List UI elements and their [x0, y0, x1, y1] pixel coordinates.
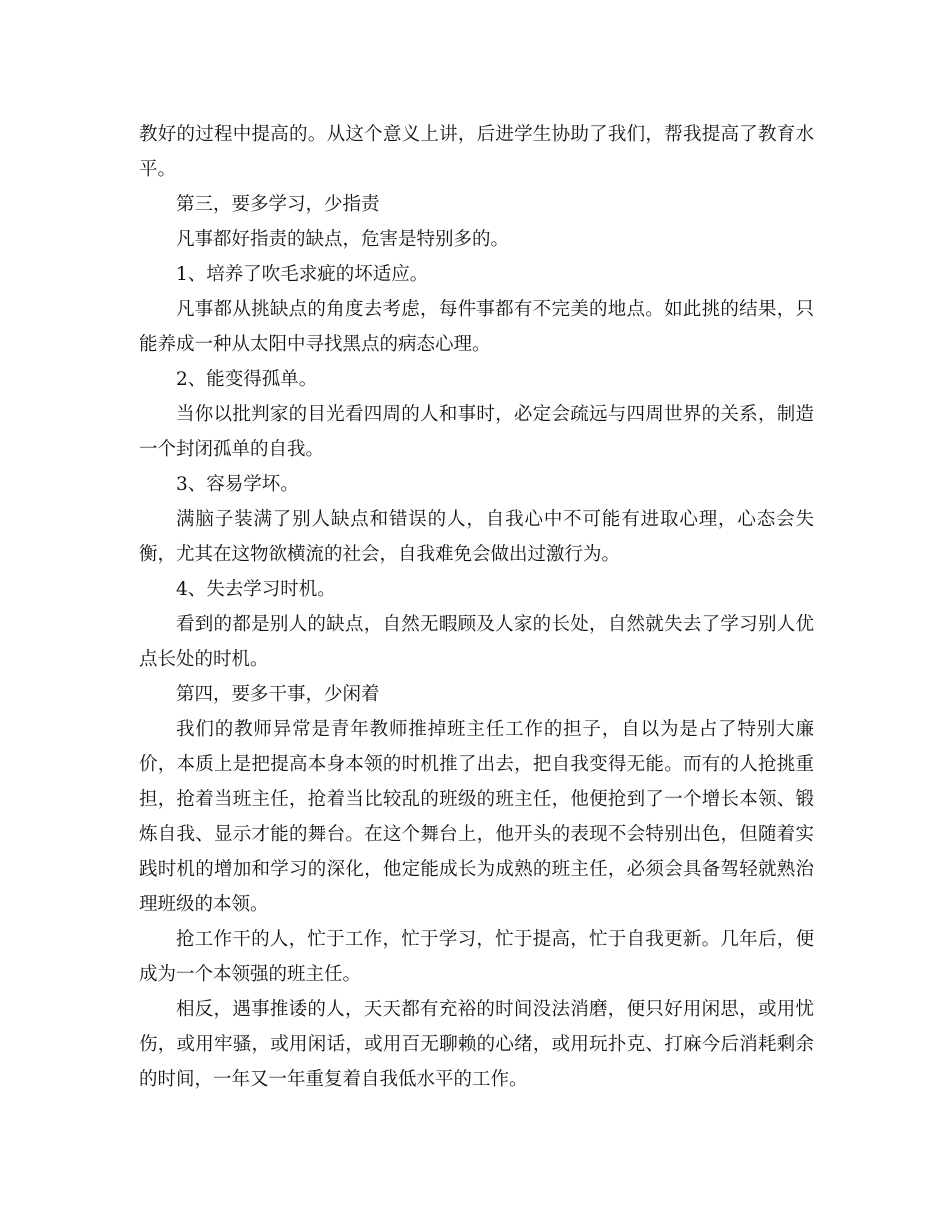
- paragraph: 看到的都是别人的缺点，自然无暇顾及人家的长处，自然就失去了学习别人优点长处的时机。: [139, 614, 814, 670]
- section-heading: 第四，要多干事，少闲着: [176, 684, 380, 705]
- list-item-heading: 4、失去学习时机。: [176, 579, 336, 600]
- document-body: [139, 117, 814, 1097]
- paragraph: 相反，遇事推诿的人，天天都有充裕的时间没法消磨，便只好用闲思，或用忧伤，或用牢骚，或用闲话，或用百无聊赖的心绪，或用玩扑克、打麻今后消耗剩余的时间，一年又一年重复着自我低水平的工作。: [139, 999, 814, 1090]
- paragraph: 当你以批判家的目光看四周的人和事时，必定会疏远与四周世界的关系，制造一个封闭孤单的自我。: [139, 404, 814, 460]
- paragraph: 教好的过程中提高的。从这个意义上讲，后进学生协助了我们，帮我提高了教育水平。: [139, 124, 814, 180]
- paragraph: 满脑子装满了别人缺点和错误的人，自我心中不可能有进取心理，心态会失衡，尤其在这物欲横流的社会，自我难免会做出过激行为。: [139, 509, 814, 565]
- list-item-heading: 2、能变得孤单。: [176, 369, 318, 390]
- paragraph: 我们的教师异常是青年教师推掉班主任工作的担子，自以为是占了特别大廉价，本质上是把提高本身本领的时机推了出去，把自我变得无能。而有的人抢挑重担，抢着当班主任，抢着当比较乱的班级的班主任，他便抢到了一个增长本领、锻炼自我、显示才能的舞台。在这个舞台上，他开头的表现不会特别出色，但随着实践时机的增加和学习的深化，他定能成长为成熟的班主任，必须会具备驾轻就熟治理班级的本领。: [139, 719, 814, 915]
- list-item-heading: 3、容易学坏。: [176, 474, 299, 495]
- paragraph: 凡事都从挑缺点的角度去考虑，每件事都有不完美的地点。如此挑的结果，只能养成一种从太阳中寻找黑点的病态心理。: [139, 299, 814, 355]
- paragraph: 抢工作干的人，忙于工作，忙于学习，忙于提高，忙于自我更新。几年后，便成为一个本领强的班主任。: [139, 929, 814, 985]
- section-heading: 第三，要多学习，少指责: [176, 194, 380, 215]
- paragraph: 凡事都好指责的缺点，危害是特别多的。: [176, 229, 510, 250]
- list-item-heading: 1、培养了吹毛求疵的坏适应。: [176, 264, 429, 285]
